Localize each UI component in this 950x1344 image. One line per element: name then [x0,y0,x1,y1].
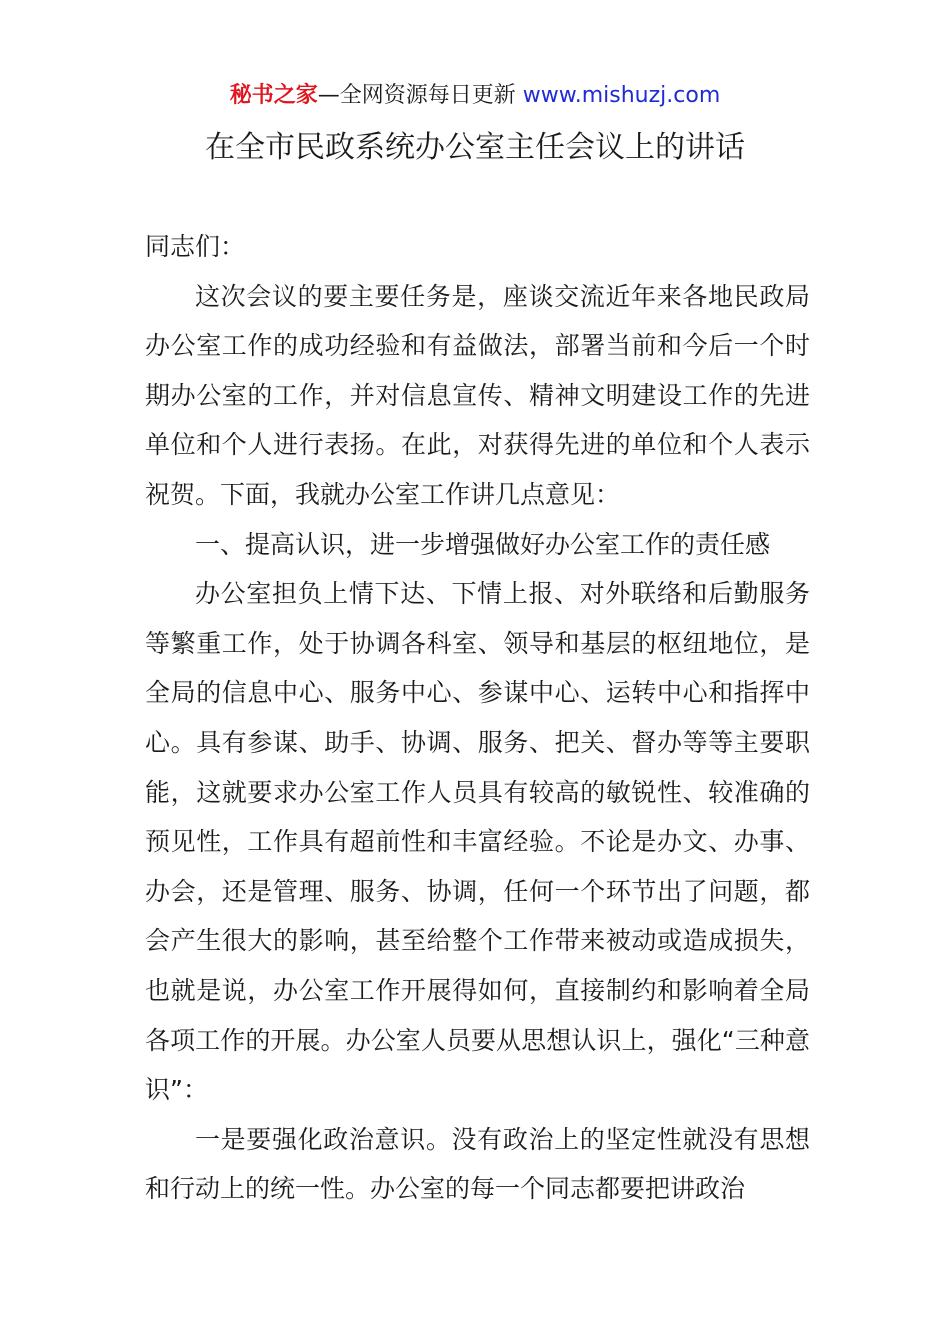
brand-name: 秘书之家 [229,83,318,108]
section-heading-1: 一、提高认识，进一步增强做好办公室工作的责任感 [195,529,771,559]
site-url-link[interactable]: www.mishuzj.com [522,83,721,108]
document-title: 在全市民政系统办公室主任会议上的讲话 [205,130,745,165]
salutation: 同志们： [145,232,246,261]
paragraph-intro: 这次会议的要主要任务是，座谈交流近年来各地民政局办公室工作的成功经验和有益做法，部署当前和今后一个时期办公室的工作，并对信息宣传、精神文明建设工作的先进单位和个人进行表扬。在此，对获得先进的单位和个人表示祝贺。下面，我就办公室工作讲几点意见： [145,281,810,509]
site-banner [0,80,950,112]
document-body [145,222,810,1214]
banner-tagline: —全网资源每日更新 [317,83,516,108]
paragraph-office-role: 办公室担负上情下达、下情上报、对外联络和后勤服务等繁重工作，处于协调各科室、领导和基层的枢纽地位，是全局的信息中心、服务中心、参谋中心、运转中心和指挥中心。具有参谋、助手、协调、服务、把关、督办等等主要职能，这就要求办公室工作人员具有较高的敏锐性、较准确的预见性，工作具有超前性和丰富经验。不论是办文、办事、办会，还是管理、服务、协调，任何一个环节出了问题，都会产生很大的影响，甚至给整个工作带来被动或造成损失，也就是说，办公室工作开展得如何，直接制约和影响着全局各项工作的开展。办公室人员要从思想认识上，强化“三种意识”： [145,579,810,1105]
paragraph-political-awareness: 一是要强化政治意识。没有政治上的坚定性就没有思想和行动上的统一性。办公室的每一个同志都要把讲政治 [145,1124,810,1204]
